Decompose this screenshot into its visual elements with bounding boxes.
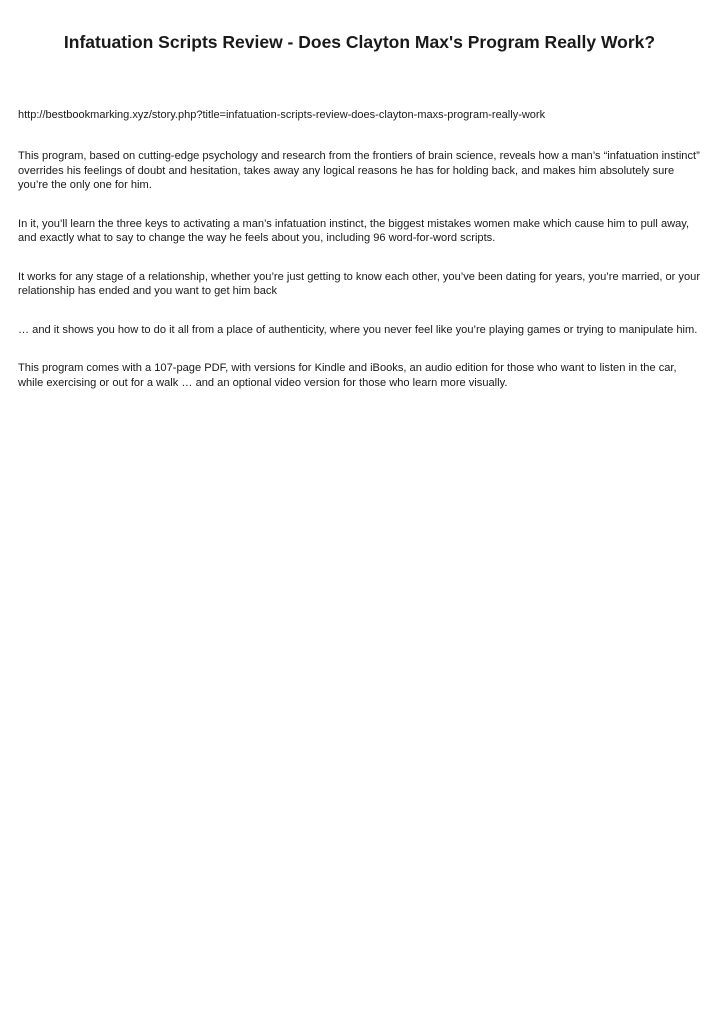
paragraph-authenticity: … and it shows you how to do it all from a place of authenticity, where you never feel like you’re playing games or trying to manipulate him.: [18, 323, 698, 336]
paragraph-stages: It works for any stage of a relationship, whether you’re just getting to know each other, you’ve been dating for years, you’re married, or your relationship has ended and you want to get him back: [18, 270, 701, 297]
source-link[interactable]: http://bestbookmarking.xyz/story.php?title=infatuation-scripts-review-does-clayton-maxs-program-really-work: [18, 109, 546, 121]
paragraph-formats: This program comes with a 107-page PDF, with versions for Kindle and iBooks, an audio edition for those who want to listen in the car, while exercising or out for a walk … and an optional video version for those who learn more visually.: [18, 362, 677, 389]
page-title: Infatuation Scripts Review - Does Clayton Max's Program Really Work?: [63, 32, 656, 52]
paragraph-intro: This program, based on cutting-edge psychology and research from the frontiers of brain science, reveals how a man’s “infatuation instinct” overrides his feelings of doubt and hesitation, takes away any logical reasons he has for holding back, and makes him absolutely sure you’re the only one for him.: [18, 150, 700, 191]
paragraph-keys: In it, you’ll learn the three keys to activating a man’s infatuation instinct, the biggest mistakes women make which cause him to pull away, and exactly what to say to change the way he feels about you, including 96 word-for-word scripts.: [18, 217, 690, 244]
